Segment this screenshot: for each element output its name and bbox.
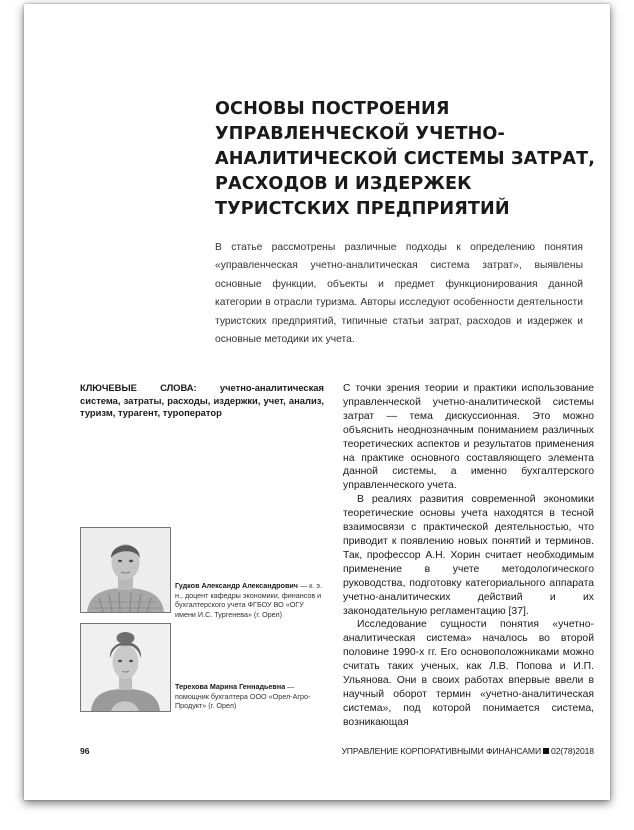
body-paragraph-3: Исследование сущности понятия «учетно-аналитическая система» началось во второй половине 1990-х гг. Его основоположниками можно считать таких ученых, как Л.В. Попова и И.П. Ульянова. Они в своих работах впервые ввели в научный оборот термин «учетно-аналитическая система», под которой понимается система, возникающая xyxy=(343,619,594,728)
keywords-label: КЛЮЧЕВЫЕ СЛОВА: xyxy=(80,382,197,393)
journal-name: УПРАВЛЕНИЕ КОРПОРАТИВНЫМИ ФИНАНСАМИ xyxy=(341,746,542,756)
author-photo-1 xyxy=(80,527,171,613)
author-position-2: — помощник бухгалтера ООО «Орел-Агро-Продукт» (г. Орел) xyxy=(175,682,311,711)
author-bio-1 xyxy=(175,581,325,619)
square-separator-icon xyxy=(543,748,549,754)
keywords-block xyxy=(80,382,324,420)
keywords-list: учетно-аналитическая система, затраты, расходы, издержки, учет, анализ, туризм, турагент, туроператор xyxy=(80,382,324,419)
author-position-1: — к. э. н., доцент кафедры экономики, финансов и бухгалтерского учета ФГБОУ ВО «ОГУ имени И.С. Тургенева» (г. Орел) xyxy=(175,581,322,619)
article-abstract: В статье рассмотрены различные подходы к определению понятия «управленческая учетно-аналитическая система затрат», выявлены основные функции, объекты и предмет функционирования данной категории в отрасли туризма. Авторы исследуют особенности деятельности туристских предприятий, типичные статьи затрат, расходов и издержек и основные методики их учета. xyxy=(215,242,583,346)
page-footer xyxy=(80,746,594,760)
article-title: ОСНОВЫ ПОСТРОЕНИЯ УПРАВЛЕНЧЕСКОЙ УЧЕТНО-АНАЛИТИЧЕСКОЙ СИСТЕМЫ ЗАТРАТ, РАСХОДОВ И ИЗДЕРЖЕК ТУРИСТСКИХ ПРЕДПРИЯТИЙ xyxy=(215,99,595,219)
author-name-2: Терехова Марина Геннадьевна xyxy=(175,682,286,691)
author-bio-2 xyxy=(175,682,325,711)
author-photo-2 xyxy=(80,623,171,712)
issue-number: 02(78)2018 xyxy=(551,746,594,756)
article-body xyxy=(343,382,594,730)
page-number: 96 xyxy=(80,746,90,756)
journal-issue xyxy=(341,746,594,756)
body-paragraph-2: В реалиях развития современной экономики теоретические основы учета находятся в тесной взаимосвязи с практической деятельностью, что приводит к появлению новых понятий и терминов. Так, профессор А.Н. Хорин считает необходимым применение в учете методологического руководства, подготовку категориального аппарата учетно-аналитических действий и их законодательную регламентацию [37]. xyxy=(343,494,594,617)
author-name-1: Гудков Александр Александрович xyxy=(175,581,298,590)
journal-page xyxy=(24,4,610,800)
body-paragraph-1: С точки зрения теории и практики использование управленческой учетно-аналитической системы затрат — тема дискуссионная. Это можно объяснить неоднозначным пониманием различных теоретических аспектов и результатов применения на практике основного составляющего элемента данной системы, а именно бухгалтерского управленческого учета. xyxy=(343,383,594,492)
